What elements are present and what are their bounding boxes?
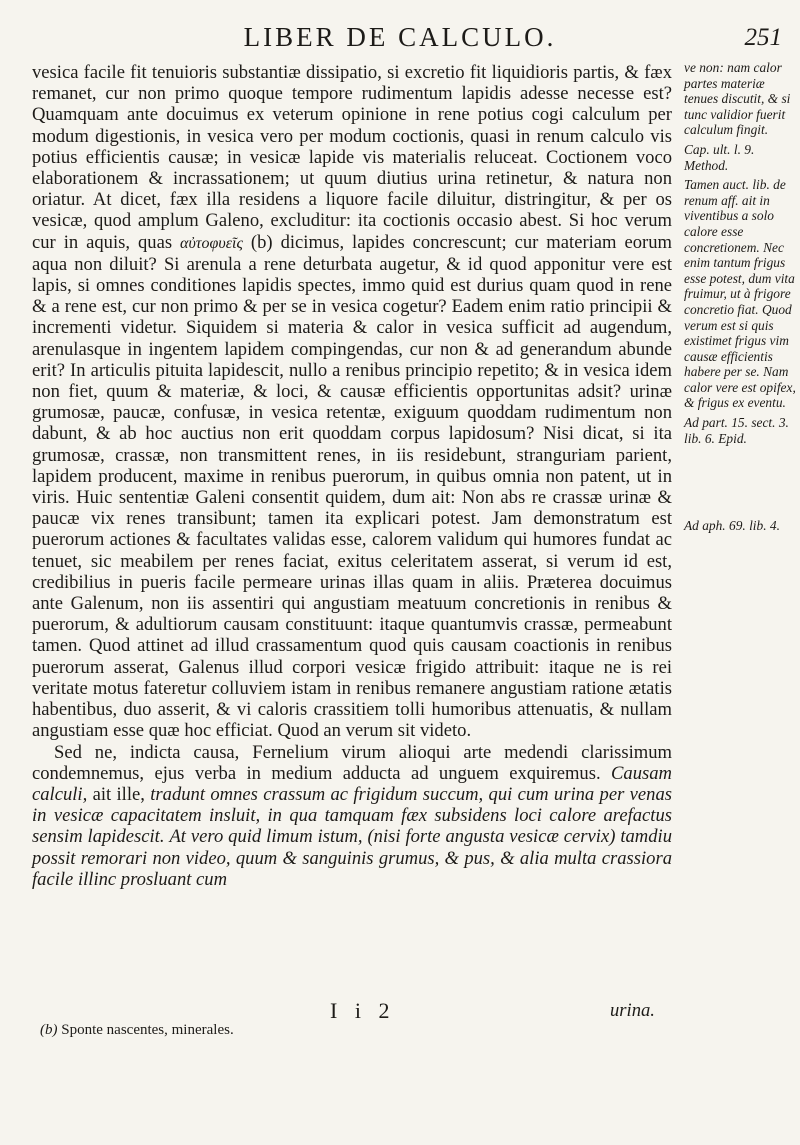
margin-note: Tamen auct. lib. de renum aff. ait in viventibus a solo calore esse concretionem. Nec enim tantum frigus esse potest, dum vita fruimur, ut à frigore concretio fiat. Quod verum est si quis existimet frigus vim causæ efficientis habere per se. Nam calor vere est opifex, & frigus ex eventu. xyxy=(684,177,796,411)
main-text-column xyxy=(32,62,672,890)
paragraph-2-text-c: At vero quid limum istum, (nisi forte angusta vesicæ cervix) tamdiu possit remorari non video, quum & sanguinis grumus, & pus, & alia multa crassiora facile illinc prosluant cum xyxy=(32,826,672,890)
paragraph-1-text-a: vesica facile fit tenuioris substantiæ dissipatio, si excretio fit liquidioris partis, & fæx remanet, cur non primo quoque tempore rudimentum lapidis adesse necesse est? Quamquam ante docuimus ex veterum opinione in rene potius cogi calculum per modum digestionis, in vesica vero per modum coctionis, quasi in renum calculo vis potius efficientis causæ; in vesicæ lapide vis materialis reluceat. Coctionem voco elaborationem & incrassationem; ut quum diutius urina retinetur, & natura non oriatur. At dicet, fæx illa residens a liquore facile diluitur, distringitur, & per os vesicæ, quod amplum Galeno, excluditur: ita coctionis occasio abest. Si hoc verum cur in aquis, quas xyxy=(32,62,672,253)
margin-note: Ad aph. 69. lib. 4. xyxy=(684,518,780,534)
margin-note: Ad part. 15. sect. 3. lib. 6. Epid. xyxy=(684,415,789,446)
footnote-text: Sponte nascentes, minerales. xyxy=(61,1022,234,1038)
quotation-italic-1: Causam calculi, xyxy=(32,762,672,805)
greek-word: αὐτοφυεῖς xyxy=(180,234,243,252)
footnote-marker: (b) xyxy=(40,1022,58,1038)
margin-notes xyxy=(684,60,796,538)
margin-note: Cap. ult. l. 9. Method. xyxy=(684,141,755,173)
paragraph-2-text-b: ait ille, xyxy=(92,783,145,805)
footnote xyxy=(40,1022,234,1039)
catchword: urina. xyxy=(610,1000,655,1021)
paragraph-1-text-b: (b) dicimus, lapides concrescunt; cur materiam eorum aqua non diluit? Si arenula a rene deturbata augetur, & id quod apponitur vere est lapis, si omnes conditiones lapidis spectes, immo quid est durius quam quod in rene & a rene est, cur non primo & per se in vesica cogetur? Eadem enim ratio principii & incrementi videtur. Siquidem si materia & calor in vesica sufficit ad augendum, arenulasque in ingentem lapidem compingendas, cur non & ad generandum abunde erit? In articulis pituita lapidescit, nullo a renibus principio repetito; & in vesica idem non fiet, quum & materiæ, & loci, & causæ efficientis opportunitas adsit? urinæ grumosæ, paucæ, confusæ, in vesica retentæ, exiguum quoddam rudimentum non dabunt, & ab hoc auctius non erit quoddam corpus lapidosum? Nisi dicat, si ita grumosæ, crassæ, non transmittent renes, in iis residebunt, stranguriam parient, lapidem producent, maxime in renibus puerorum, in quibus omnia non patent, ut in viris. Huic sententiæ Galeni consentit quidem, dum ait: Non abs re crassæ urinæ & paucæ vix renes transibunt; tamen ita explicari potest. Jam demonstratum est puerorum actiones & facultates validas esse, calorem validum qui humores fundat ac tenuet, sic meabilem per renes faciat, exitus celeritatem asserat, si verum id est, credibilius in pueris facile permeare urinas illas quam in aliis. Præterea docuimus ante Galenum, non iis assentiri qui angustiam meatuum concretionis in renibus & puerorum, & adultiorum causam constituunt: itaque quantumvis crassæ, permeabunt tamen. Quod attinet ad illud crassamentum quod quis causam coactionis in renibus puerorum asserat, Galenus illud corpori vesicæ frigido attribuit: itaque ne is rei veritate motus fateretur colluviem istam in renibus remanere angustiam ratione ætatis habentibus, duo asserit, & vi caloris crassitiem tolli humoribus attenuatis, & nullam angustiam esse quæ hoc efficiat. Quod an verum sit videto. xyxy=(32,231,672,742)
paragraph-2 xyxy=(32,742,672,890)
quotation-italic-2: tradunt omnes crassum ac frigidum succum, qui cum urina per venas in vesicæ capacitatem insluit, in qua tamquam fæx subsidens loci calore arefactus sensim lapidescit. xyxy=(32,783,673,848)
paragraph-1 xyxy=(32,62,672,742)
margin-note: ve non: nam calor partes materiæ tenues discutit, & si tunc validior fuerit calculum fingit. xyxy=(684,60,791,138)
paragraph-2-text-a: Sed ne, indicta causa, Fernelium virum alioqui arte medendi clarissimum condemnemus, ejus verba in medium adducta ad unguem exquiremus. xyxy=(32,741,672,784)
running-head-title: LIBER DE CALCULO. xyxy=(243,22,557,52)
signature-mark: I i 2 xyxy=(330,998,396,1023)
page-number: 251 xyxy=(744,24,782,51)
